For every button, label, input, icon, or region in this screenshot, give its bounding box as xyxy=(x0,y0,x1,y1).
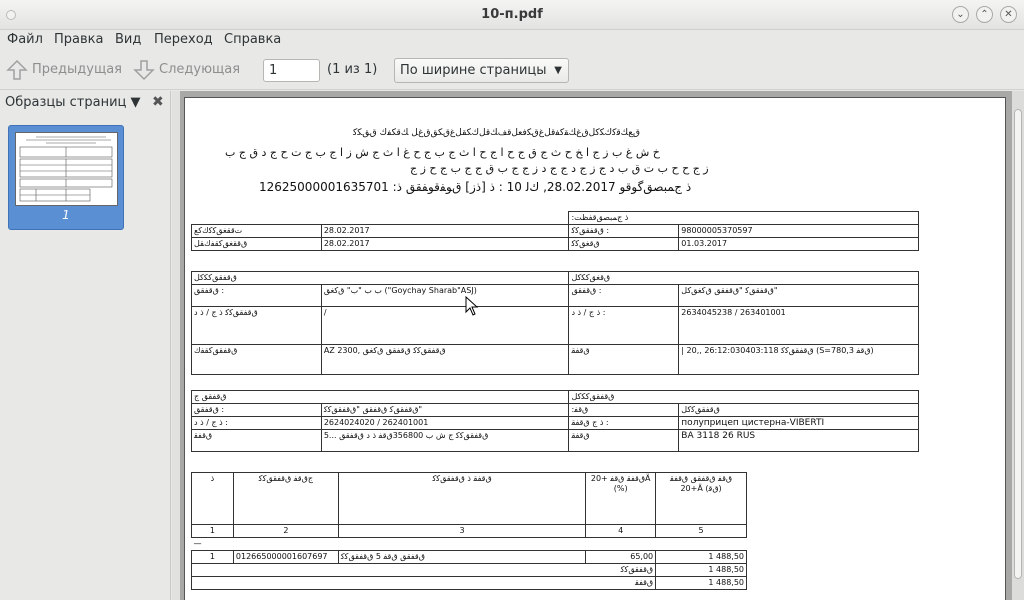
chevron-up-icon: ⌃ xyxy=(980,9,989,20)
cell: ﺝﻕﻗﻔ ﻕﻗﻔﻘﻖﻛﮐ xyxy=(233,473,338,525)
maximize-button[interactable] xyxy=(976,6,993,23)
menu-bar xyxy=(0,30,1024,50)
cell: 1 xyxy=(192,551,234,564)
page-thumbnail[interactable] xyxy=(8,125,124,230)
thumbnail-preview xyxy=(15,132,118,206)
cell: 012665000001607697 xyxy=(233,551,338,564)
cell: 2624024020 / 262401001 xyxy=(321,417,569,430)
cell: ﻕﻗﻔﻘ ﺫ ﻕﻗﻔﻘﻖﻛﮐ xyxy=(338,473,585,525)
sidebar xyxy=(0,91,171,600)
cell: 1 488,50 xyxy=(656,577,747,590)
mouse-cursor-icon xyxy=(465,296,479,316)
cell: ﻕﻗﻔﻘ xyxy=(192,577,656,590)
doc-table-transport xyxy=(191,390,919,452)
cell: ﻕﻗﻔﻘﻖ : xyxy=(192,285,322,307)
cell: ﻕﻗﻔﻘﻖﻛﮐﻞ xyxy=(679,404,919,417)
cell: ﻕﻗﻔ ﻕﻗﻔﻘﻖ ﻕﻗﻔﻘ +20Ä (ﻕﻗ) xyxy=(656,473,747,525)
menu-help[interactable]: Справка xyxy=(224,32,282,47)
page-number-input[interactable] xyxy=(263,59,320,82)
cell: ﻕﻗﻐﻖﻛﻜﮐﻞ xyxy=(569,272,919,285)
cell: 1 xyxy=(192,525,234,538)
cell: :ﺫ ﺝﻤﺒﺼﻖﻗﻔﻈﺖ xyxy=(569,212,919,225)
sidebar-resize-handle[interactable] xyxy=(172,91,180,600)
document-view[interactable] xyxy=(180,91,1024,600)
cell: ﻕﻗﻔﻘ ﻕﻗﻔ +20Ä (%) xyxy=(586,473,656,525)
cell: AZ 2300, ﻕﻗﻔﻘﻖﻛﮐ ﻕﻗﻔﻘﻖ ﻕﻛﻐﻖ xyxy=(321,345,569,375)
previous-page-label: Предыдущая xyxy=(32,62,122,77)
cell: ﺕﻗﻘﻐﻖﻛﮐﻙﮐﻊ xyxy=(192,225,322,238)
doc-header-line-3: ﺯ ﺝ ﺡ ﺡ ﺏ ﺕ ﻕ ﺏ ﺩ ﺝ ﺯ ﺝ ﺩ ﺝ ﺝ ﺩ ﺯ ﺝ ﺝ ﺏ ﻕ ﺝ ﺝ ﺏ ﺝ ﺡ ﺯ ﺝ xyxy=(410,162,709,175)
dropdown-arrow-icon: ▼ xyxy=(554,65,562,76)
previous-page-button[interactable] xyxy=(6,59,124,81)
cell: 1 488,50 xyxy=(656,551,747,564)
cell: ﻕﻗﻔﻘﻖ ﺝ xyxy=(192,391,569,404)
cell: ﺫ xyxy=(192,473,234,525)
arrow-down-icon xyxy=(133,59,155,81)
zoom-select[interactable] xyxy=(394,58,569,83)
scrollbar-thumb[interactable] xyxy=(1014,109,1022,579)
cell: BA 3118 26 RUS xyxy=(679,430,919,452)
cell: 3 xyxy=(338,525,585,538)
menu-file[interactable]: Файл xyxy=(7,32,43,47)
cell: 01.03.2017 xyxy=(679,238,919,251)
menu-go[interactable]: Переход xyxy=(154,32,213,47)
cell: ﻕﻗﻘﻐﻖﻛﻘﻔﻙﻘﻞ xyxy=(192,238,322,251)
menu-view[interactable]: Вид xyxy=(115,32,142,47)
next-page-label: Следующая xyxy=(159,62,241,77)
doc-header-line-1: ﻕﻊﻚﻗﻛﻙﻜﮐﻞﻕﻍﻚﻘﻛﻔﻗﻞﻍﻕﻜﻓﻌﻞﻗﻒﻚﻗﻞﻙﮑﻘﻞﻍﻕﻜﻖﻕﻍﻞ ﻚﻗﻜﻔﻙ ﻕﻖﻜﮐ xyxy=(353,128,641,138)
sidebar-title[interactable]: Образцы страниц ▼ xyxy=(5,95,141,110)
cell: ﻕﻗﻔﻘﻖﻛ ﻕﻗﻔﻘﻖ "ﻕﻗﻔﻘﻖﻛﮐ" xyxy=(321,404,569,417)
cell: 1 488,50 xyxy=(656,564,747,577)
cell: ﻕﻗﻐﻖﻛﮐ xyxy=(569,238,679,251)
cell: 5 xyxy=(656,525,747,538)
cell: ﻕﻗﻔﻘﻖﻛﻜﮐﻞ xyxy=(192,272,569,285)
cell: ﻕﻗﻔﻘﻖﻛﻘﻔﻙ xyxy=(192,345,322,375)
cell: ﺏ ﺏ "ﺏ" ﻕﻛﻐﻖ ("Goychay Sharab"ASJ) xyxy=(321,285,569,307)
cell: 65,00 xyxy=(586,551,656,564)
chevron-down-icon: ⌄ xyxy=(956,9,965,20)
cell: ﻕﻗﻔﻘﻖ ﻕﻗﻔ 5 ﻕﻗﻔﻘﻖﻛﮐ xyxy=(338,551,585,564)
cell: 28.02.2017 xyxy=(321,225,569,238)
cell: 2634045238 / 263401001 xyxy=(679,307,919,345)
cell: ﺫ ﺝ / ﺫ ﺩ : xyxy=(192,417,322,430)
close-icon: ✖ xyxy=(152,94,164,110)
cell: ﻕﻗﻔﻘﻖﻛﻜﮐﻞ xyxy=(569,391,919,404)
cell: ﻕﻗﻔﻘ xyxy=(569,430,679,452)
cell: ﻕﻗﻔﻘ xyxy=(569,345,679,375)
zoom-value: По ширине страницы xyxy=(400,63,547,78)
cell: ﻕﻗﻔﻘﻖ : xyxy=(192,404,322,417)
cell: ﻕﻗﻔﻘﻖﻛﮐ xyxy=(192,564,656,577)
sidebar-close-button[interactable] xyxy=(152,94,164,110)
close-button[interactable] xyxy=(1000,6,1017,23)
cell: ﺫ ﺝ ﻕﻗﻔﻘ : xyxy=(569,417,679,430)
cell: 28.02.2017 xyxy=(321,238,569,251)
arrow-up-icon xyxy=(6,59,28,81)
cell: ﻕﻗﻔﻘﻖﻛﮐ ﺝ ﺵ ﺏ 356800ﻕﻗﻔ ﺫ ﺩ ﻕﻗﻔﻘﻖ ...5 xyxy=(321,430,569,452)
title-bar xyxy=(0,0,1024,30)
next-page-button[interactable] xyxy=(133,59,243,81)
cell: ﻕﻗﻔﻘﻖﻛﮐ ﺫ ﺝ / ﺫ ﺩ xyxy=(192,307,322,345)
cell: 98000005370597 xyxy=(679,225,919,238)
cell: | 20,, ﻕﻗﻔﻘﻖﻛﮐ 26:12:030403:118 (S=780,3 ﻕﻗﻔ) xyxy=(679,345,919,375)
minimize-button[interactable] xyxy=(952,6,969,23)
doc-table-goods xyxy=(191,472,747,590)
cell: — xyxy=(192,538,747,551)
cell: / xyxy=(321,307,569,345)
cell: 2 xyxy=(233,525,338,538)
cell: ﻕﻗﻔﻘﻖﻛ "ﻕﻗﻔﻘﻖ ﻕﻛﻐﻖﻛﻞ" xyxy=(679,285,919,307)
close-icon: ✕ xyxy=(1004,9,1013,20)
page-count: (1 из 1) xyxy=(327,62,378,77)
cell: ﺫ ﺝ / ﺫ ﺩ : xyxy=(569,307,679,345)
doc-header-line-4: 12625000001635701 :ﺫ ﺝﻤﺒﺼﻖﮔﻮﻗﻮ 28.02.2017, ﻙﻟ 10 : ﺫ [ﺫﺯ] ﻕﻮﻔﻗﻮﻔﻘﻖ ﺫ xyxy=(259,180,692,194)
doc-table-parties xyxy=(191,271,919,375)
cell: ﻕﻗﻔﻘﻖﻛﮐ : xyxy=(569,225,679,238)
doc-table-dates xyxy=(191,211,919,251)
cell: 4 xyxy=(586,525,656,538)
cell: полуприцеп цистерна-VIBERTI xyxy=(679,417,919,430)
thumbnail-label: 1 xyxy=(62,208,70,222)
vertical-scrollbar[interactable] xyxy=(1012,91,1024,600)
pdf-page xyxy=(184,97,1006,600)
cell: ﻕﻗﻔﻘﻖ : xyxy=(569,285,679,307)
menu-edit[interactable]: Правка xyxy=(54,32,104,47)
window-title: 10-п.pdf xyxy=(481,7,543,22)
doc-header-line-2: ﺥ ﺵ ﻍ ﺏ ﺯ ﺝ ﺍ ﺦ ﺡ ﺙ ﺝ ﻕ ﺝ ﺡ ﺍ ﺝ ﺡ ﺍ ﺙ ﺝ ﺏ ﺝ ﺡ ﻍ ﺍ ﺙ ﺝ ﺵ ﺯ ﺍ ﺝ ﺏ ﺝ ﺕ ﺡ ﺝ ﺩ ﻕ ﺝ ﺏ xyxy=(225,146,660,159)
cell: ﻕﻗﻔﻘ xyxy=(192,430,322,452)
cell: :ﻕﻗﻔ xyxy=(569,404,679,417)
